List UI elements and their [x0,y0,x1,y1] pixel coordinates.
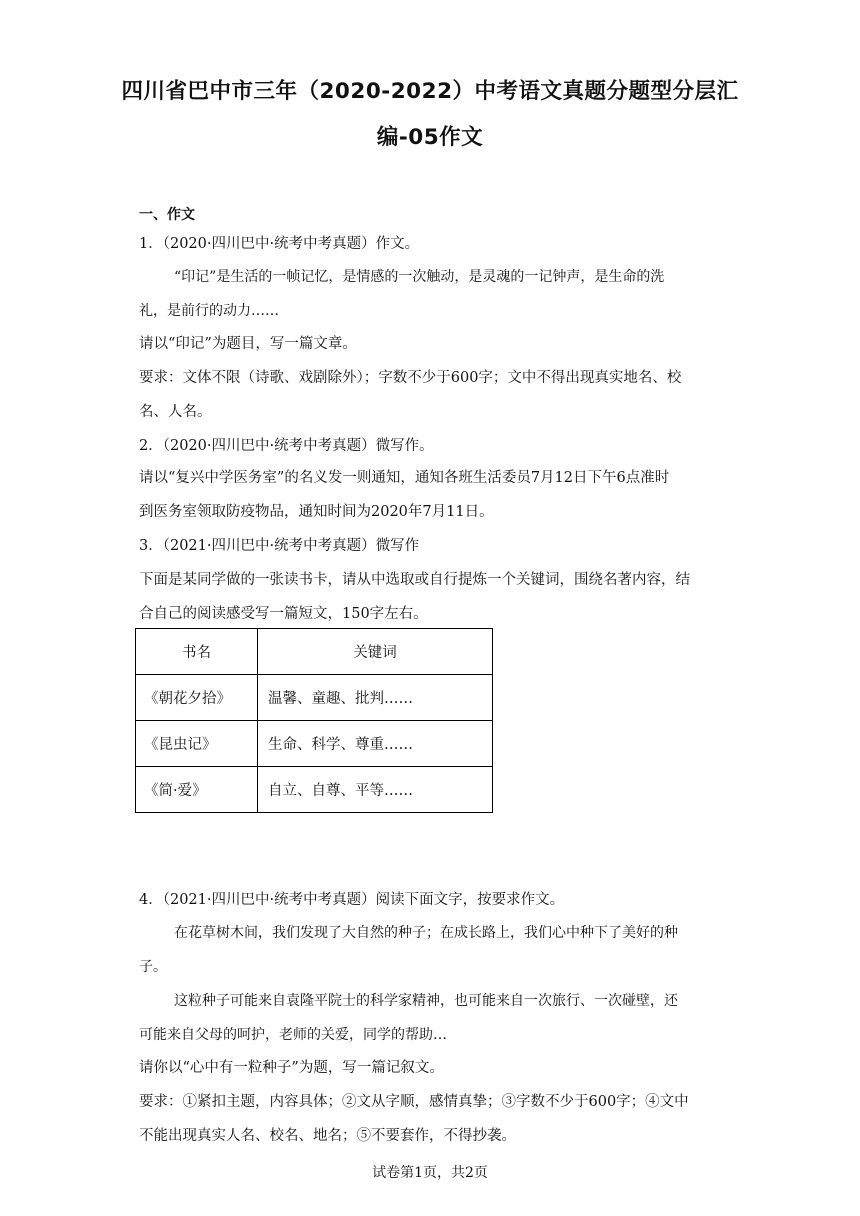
q1-passage-line2: 礼，是前行的动力…… [139,303,279,319]
section-heading: 一、作文 [139,207,195,223]
q4-passage1-line1: 在花草树木间，我们发现了大自然的种子；在成长路上，我们心中种下了美好的种 [174,925,678,941]
q4-header: 4．（2021·四川巴中·统考中考真题）阅读下面文字，按要求作文。 [139,892,565,908]
reading-card-table [135,628,493,813]
table-row [136,721,493,767]
q4-requirements-line1: 要求：①紧扣主题，内容具体；②文从字顺，感情真挚；③字数不少于600字；④文中 [139,1094,689,1110]
keywords-cell: 自立、自尊、平等…… [258,767,493,813]
q1-requirements-line1: 要求：文体不限（诗歌、戏剧除外）；字数不少于600字；文中不得出现真实地名、校 [139,370,682,386]
q3-text-line2: 合自己的阅读感受写一篇短文，150字左右。 [139,606,428,622]
keywords-cell: 温馨、童趣、批判…… [258,675,493,721]
q4-requirements-line2: 不能出现真实人名、校名、地名；⑤不要套作，不得抄袭。 [139,1128,516,1144]
q1-passage-line1: “印记”是生活的一帧记忆，是情感的一次触动，是灵魂的一记钟声，是生命的洗 [174,269,665,285]
q2-text-line1: 请以“复兴中学医务室”的名义发一则通知，通知各班生活委员7月12日下午6点准时 [139,470,670,486]
book-title-cell: 《昆虫记》 [136,721,258,767]
q1-header: 1．（2020·四川巴中·统考中考真题）作文。 [139,236,420,252]
q2-header: 2．（2020·四川巴中·统考中考真题）微写作。 [139,438,434,454]
q4-passage2-line2: 可能来自父母的呵护，老师的关爱，同学的帮助… [139,1027,447,1043]
keywords-cell: 生命、科学、尊重…… [258,721,493,767]
table-header-book: 书名 [136,629,258,675]
table-row [136,767,493,813]
document-title-line2: 编-05作文 [376,125,484,150]
book-title-cell: 《朝花夕拾》 [136,675,258,721]
q4-prompt: 请你以“心中有一粒种子”为题，写一篇记叙文。 [139,1060,444,1076]
table-row [136,675,493,721]
page-footer: 试卷第1页，共2页 [372,1165,488,1181]
document-title-line1: 四川省巴中市三年（2020-2022）中考语文真题分题型分层汇 [121,79,739,104]
table-header-keywords: 关键词 [258,629,493,675]
q3-text-line1: 下面是某同学做的一张读书卡，请从中选取或自行提炼一个关键词，围绕名著内容，结 [139,572,690,588]
table-header-row [136,629,493,675]
q1-prompt: 请以“印记”为题目，写一篇文章。 [139,336,357,352]
q4-passage2-line1: 这粒种子可能来自袁隆平院士的科学家精神，也可能来自一次旅行、一次碰壁，还 [174,993,678,1009]
q2-text-line2: 到医务室领取防疫物品，通知时间为2020年7月11日。 [139,504,494,520]
q1-requirements-line2: 名、人名。 [139,404,212,420]
q4-passage1-line2: 子。 [139,959,167,975]
q3-header: 3．（2021·四川巴中·统考中考真题）微写作 [139,538,420,554]
book-title-cell: 《简·爱》 [136,767,258,813]
